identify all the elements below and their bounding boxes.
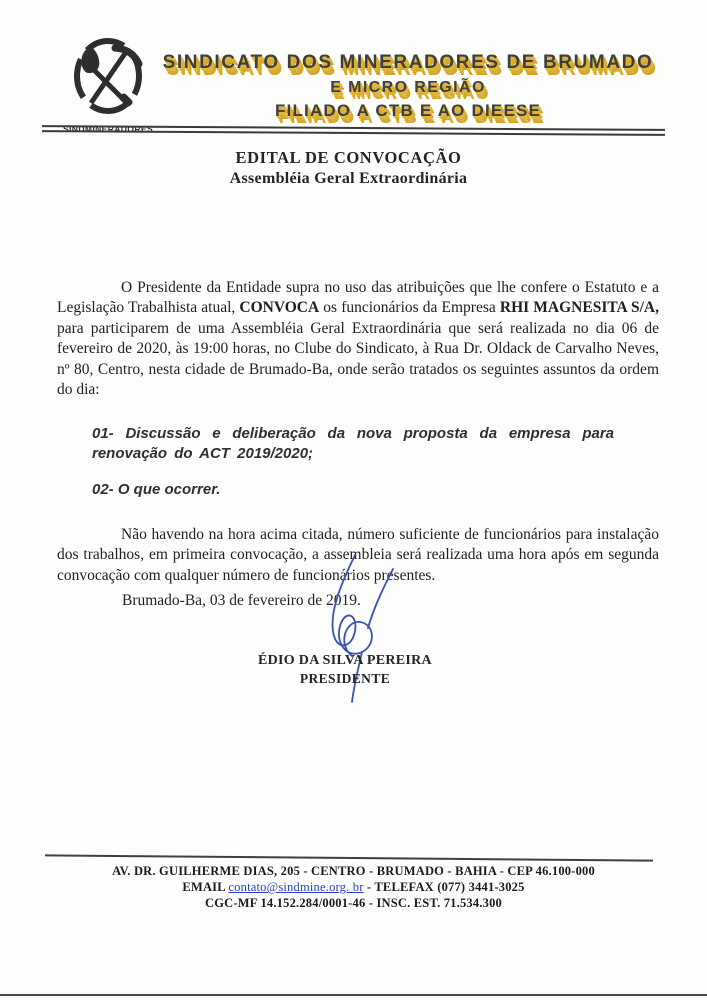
date-line: Brumado-Ba, 03 de fevereiro de 2019. <box>122 592 361 609</box>
paragraph-text: os funcionários da Empresa <box>319 299 500 316</box>
agenda-item-2: 02- O que ocorrer. <box>92 481 221 498</box>
header-divider <box>42 125 665 136</box>
signatory-block <box>0 653 690 687</box>
paragraph-convocation <box>57 278 659 401</box>
union-logo <box>58 36 158 134</box>
agenda-items <box>92 424 614 500</box>
letterhead-line-3: FILIADO A CTB E AO DIEESE <box>274 101 542 120</box>
email-link[interactable]: contato@sindmine.org. br <box>228 880 364 894</box>
crossed-shovel-pickaxe-icon <box>60 36 156 118</box>
email-label: EMAIL <box>182 880 226 894</box>
agenda-item-1: 01- Discussão e deliberação da nova proposta da empresa para renovação do ACT 2019/2020; <box>92 425 614 462</box>
signatory-name: ÉDIO DA SILVA PEREIRA <box>258 653 432 668</box>
letterhead-title <box>158 52 658 121</box>
letterhead-line-2: E MICRO REGIÃO <box>330 79 486 96</box>
convoca-emphasis: CONVOCA <box>239 299 320 316</box>
paragraph-text: O Presidente da Entidade supra no uso das atribuições que lhe confere o Estatuto e a Legislação Trabalhista atual, <box>57 278 659 316</box>
logo-caption: SINDMINERADORES <box>62 124 154 134</box>
document-title: EDITAL DE CONVOCAÇÃO <box>235 148 462 167</box>
paragraph-second-call: Não havendo na hora acima citada, número suficiente de funcionários para instalação dos trabalhos, em primeira convocação, a assembleia será realizada uma hora após em segunda convocação com qualquer número de funcionários presentes. <box>57 525 659 584</box>
footer-contact-line <box>0 879 707 895</box>
telefax-text: - TELEFAX (077) 3441-3025 <box>363 880 525 894</box>
document-subtitle: Assembléia Geral Extraordinária <box>229 170 468 187</box>
paragraph-text: para participarem de uma Assembléia Geral Extraordinária que será realizada no dia 06 de fevereiro de 2020, às 19:00 horas, no Clube do Sindicato, à Rua Dr. Oldack de Carvalho Neves, nº 80, Centro, nesta cidade de Brumado-Ba, onde serão tratados os seguintes assuntos da ordem do dia: <box>57 319 659 398</box>
signatory-role: PRESIDENTE <box>299 671 391 686</box>
document-title-block <box>0 148 697 188</box>
footer-divider <box>45 854 653 861</box>
footer-contact-block <box>0 863 707 911</box>
scan-edge-artifact <box>0 994 707 996</box>
footer-address-line: AV. DR. GUILHERME DIAS, 205 - CENTRO - BRUMADO - BAHIA - CEP 46.100-000 <box>112 864 595 878</box>
footer-registration-line: CGC-MF 14.152.284/0001-46 - INSC. EST. 71.534.300 <box>205 896 502 910</box>
letterhead-line-1: SINDICATO DOS MINERADORES DE BRUMADO <box>162 52 654 73</box>
company-name-emphasis: RHI MAGNESITA S/A, <box>499 299 659 316</box>
